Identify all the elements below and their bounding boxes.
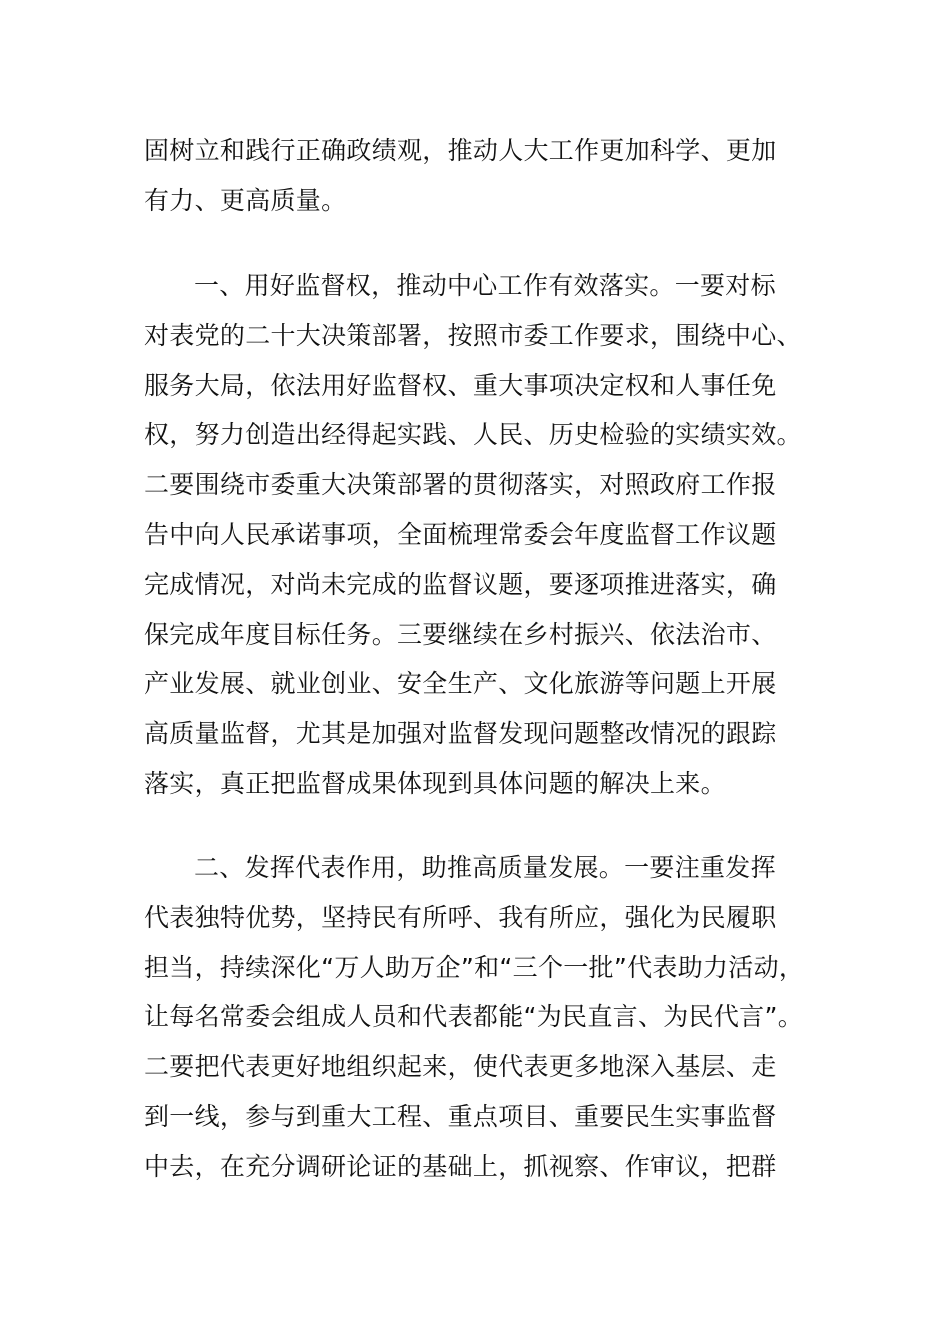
paragraph-line: 有力、更高质量。: [144, 185, 347, 215]
paragraph-continuation: [144, 126, 804, 226]
paragraph-line: 中去，在充分调研论证的基础上，抓视察、作审议，把群: [144, 1151, 777, 1181]
paragraph-heading-line: 二、发挥代表作用，助推高质量发展。一要注重发挥: [194, 853, 776, 882]
paragraph-line: 对表党的二十大决策部署，按照市委工作要求，围绕中心、: [144, 320, 802, 350]
paragraph-line: 落实，真正把监督成果体现到具体问题的解决上来。: [144, 768, 726, 798]
paragraph-line: 让每名常委会组成人员和代表都能“为民直言、为民代言”。: [144, 1002, 804, 1032]
paragraph-line: 服务大局，依法用好监督权、重大事项决定权和人事任免: [144, 370, 777, 400]
paragraph-representatives: [144, 843, 804, 1192]
paragraph-line: 代表独特优势，坚持民有所呼、我有所应，强化为民履职: [144, 902, 777, 932]
paragraph-line: 告中向人民承诺事项，全面梳理常委会年度监督工作议题: [144, 519, 777, 549]
paragraph-line: 担当，持续深化“万人助万企”和“三个一批”代表助力活动，: [144, 952, 805, 982]
paragraph-line: 权，努力创造出经得起实践、人民、历史检验的实绩实效。: [144, 420, 802, 450]
paragraph-line: 固树立和践行正确政绩观，推动人大工作更加科学、更加: [144, 136, 777, 165]
paragraph-line: 完成情况，对尚未完成的监督议题，要逐项推进落实，确: [144, 569, 777, 599]
paragraph-heading-line: 一、用好监督权，推动中心工作有效落实。一要对标: [194, 271, 776, 300]
paragraph-line: 保完成年度目标任务。三要继续在乡村振兴、依法治市、: [144, 619, 777, 649]
paragraph-line: 产业发展、就业创业、安全生产、文化旅游等问题上开展: [144, 669, 777, 699]
paragraph-line: 到一线，参与到重大工程、重点项目、重要民生实事监督: [144, 1101, 777, 1131]
paragraph-line: 二要围绕市委重大决策部署的贯彻落实，对照政府工作报: [144, 470, 777, 500]
paragraph-supervision: [144, 261, 804, 809]
paragraph-line: 二要把代表更好地组织起来，使代表更多地深入基层、走: [144, 1052, 777, 1082]
paragraph-line: 高质量监督，尤其是加强对监督发现问题整改情况的跟踪: [144, 719, 777, 749]
